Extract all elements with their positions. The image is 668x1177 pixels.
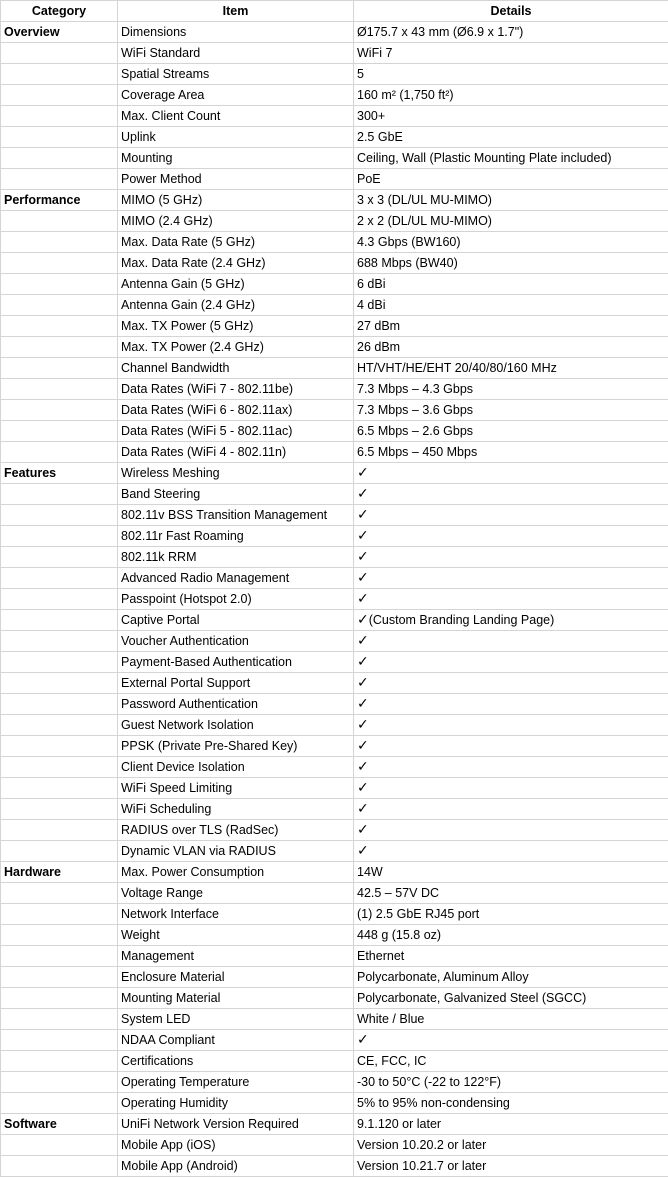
item-cell: Advanced Radio Management xyxy=(118,568,354,589)
checkmark-icon: ✓ xyxy=(357,549,369,565)
details-cell xyxy=(354,547,668,568)
checkmark-icon: ✓ xyxy=(357,507,369,523)
item-cell: MIMO (2.4 GHz) xyxy=(118,211,354,232)
details-cell: 300+ xyxy=(354,106,668,127)
table-row xyxy=(1,253,668,274)
category-cell xyxy=(1,148,118,169)
category-cell xyxy=(1,715,118,736)
category-cell xyxy=(1,127,118,148)
category-cell xyxy=(1,442,118,463)
checkmark-icon: ✓ xyxy=(357,528,369,544)
header-category: Category xyxy=(1,1,118,22)
item-cell: Voucher Authentication xyxy=(118,631,354,652)
category-cell xyxy=(1,1051,118,1072)
item-cell: Antenna Gain (5 GHz) xyxy=(118,274,354,295)
details-cell: (1) 2.5 GbE RJ45 port xyxy=(354,904,668,925)
category-cell xyxy=(1,295,118,316)
table-row xyxy=(1,421,668,442)
category-cell xyxy=(1,694,118,715)
table-row xyxy=(1,463,668,484)
item-cell: 802.11k RRM xyxy=(118,547,354,568)
details-cell: CE, FCC, IC xyxy=(354,1051,668,1072)
item-cell: Data Rates (WiFi 7 - 802.11be) xyxy=(118,379,354,400)
details-cell: 6.5 Mbps – 2.6 Gbps xyxy=(354,421,668,442)
details-cell: 4.3 Gbps (BW160) xyxy=(354,232,668,253)
table-row xyxy=(1,148,668,169)
table-row xyxy=(1,1093,668,1114)
checkmark-icon: ✓ xyxy=(357,465,369,481)
item-cell: Network Interface xyxy=(118,904,354,925)
item-cell: Weight xyxy=(118,925,354,946)
item-cell: Dynamic VLAN via RADIUS xyxy=(118,841,354,862)
item-cell: Data Rates (WiFi 4 - 802.11n) xyxy=(118,442,354,463)
item-cell: Max. Power Consumption xyxy=(118,862,354,883)
table-row xyxy=(1,1135,668,1156)
checkmark-icon: ✓ xyxy=(357,822,369,838)
table-row xyxy=(1,904,668,925)
details-text: (Custom Branding Landing Page) xyxy=(368,613,555,627)
details-cell xyxy=(354,694,668,715)
category-cell xyxy=(1,505,118,526)
item-cell: WiFi Standard xyxy=(118,43,354,64)
category-cell xyxy=(1,778,118,799)
category-cell xyxy=(1,988,118,1009)
item-cell: Max. TX Power (5 GHz) xyxy=(118,316,354,337)
item-cell: WiFi Scheduling xyxy=(118,799,354,820)
category-cell: Hardware xyxy=(1,862,118,883)
details-cell xyxy=(354,736,668,757)
details-cell xyxy=(354,652,668,673)
checkmark-icon: ✓ xyxy=(357,612,369,628)
category-cell: Performance xyxy=(1,190,118,211)
item-cell: Antenna Gain (2.4 GHz) xyxy=(118,295,354,316)
header-item: Item xyxy=(118,1,354,22)
table-row xyxy=(1,967,668,988)
item-cell: Power Method xyxy=(118,169,354,190)
details-cell: 4 dBi xyxy=(354,295,668,316)
checkmark-icon: ✓ xyxy=(357,738,369,754)
category-cell xyxy=(1,337,118,358)
category-cell xyxy=(1,1072,118,1093)
checkmark-icon: ✓ xyxy=(357,1032,369,1048)
category-cell xyxy=(1,400,118,421)
table-row xyxy=(1,1009,668,1030)
category-cell xyxy=(1,169,118,190)
item-cell: 802.11r Fast Roaming xyxy=(118,526,354,547)
table-row xyxy=(1,673,668,694)
details-cell: 42.5 – 57V DC xyxy=(354,883,668,904)
item-cell: Certifications xyxy=(118,1051,354,1072)
category-cell xyxy=(1,946,118,967)
checkmark-icon: ✓ xyxy=(357,591,369,607)
category-cell xyxy=(1,484,118,505)
table-row xyxy=(1,316,668,337)
details-cell: 26 dBm xyxy=(354,337,668,358)
details-cell: Ethernet xyxy=(354,946,668,967)
category-cell xyxy=(1,820,118,841)
category-cell xyxy=(1,379,118,400)
details-cell: 2 x 2 (DL/UL MU-MIMO) xyxy=(354,211,668,232)
category-cell xyxy=(1,85,118,106)
item-cell: WiFi Speed Limiting xyxy=(118,778,354,799)
table-row xyxy=(1,211,668,232)
table-row xyxy=(1,925,668,946)
item-cell: Spatial Streams xyxy=(118,64,354,85)
table-row xyxy=(1,862,668,883)
table-row xyxy=(1,1072,668,1093)
item-cell: Operating Temperature xyxy=(118,1072,354,1093)
details-cell: 2.5 GbE xyxy=(354,127,668,148)
table-row xyxy=(1,295,668,316)
checkmark-icon: ✓ xyxy=(357,801,369,817)
category-cell xyxy=(1,421,118,442)
category-cell xyxy=(1,1009,118,1030)
item-cell: Data Rates (WiFi 6 - 802.11ax) xyxy=(118,400,354,421)
checkmark-icon: ✓ xyxy=(357,696,369,712)
table-row xyxy=(1,1156,668,1177)
details-cell: Polycarbonate, Aluminum Alloy xyxy=(354,967,668,988)
category-cell xyxy=(1,316,118,337)
table-row xyxy=(1,400,668,421)
category-cell xyxy=(1,1030,118,1051)
category-cell xyxy=(1,1156,118,1177)
category-cell xyxy=(1,925,118,946)
table-row xyxy=(1,442,668,463)
details-cell: HT/VHT/HE/EHT 20/40/80/160 MHz xyxy=(354,358,668,379)
details-cell xyxy=(354,463,668,484)
item-cell: Max. Client Count xyxy=(118,106,354,127)
table-row xyxy=(1,988,668,1009)
category-cell xyxy=(1,358,118,379)
category-cell xyxy=(1,43,118,64)
category-cell xyxy=(1,883,118,904)
item-cell: PPSK (Private Pre-Shared Key) xyxy=(118,736,354,757)
item-cell: Channel Bandwidth xyxy=(118,358,354,379)
checkmark-icon: ✓ xyxy=(357,675,369,691)
item-cell: Client Device Isolation xyxy=(118,757,354,778)
item-cell: Guest Network Isolation xyxy=(118,715,354,736)
category-cell xyxy=(1,568,118,589)
table-row xyxy=(1,232,668,253)
details-cell xyxy=(354,568,668,589)
category-cell xyxy=(1,1135,118,1156)
item-cell: Passpoint (Hotspot 2.0) xyxy=(118,589,354,610)
table-row xyxy=(1,652,668,673)
category-cell xyxy=(1,673,118,694)
table-row xyxy=(1,526,668,547)
category-cell: Overview xyxy=(1,22,118,43)
details-cell: 448 g (15.8 oz) xyxy=(354,925,668,946)
item-cell: Mobile App (iOS) xyxy=(118,1135,354,1156)
item-cell: 802.11v BSS Transition Management xyxy=(118,505,354,526)
category-cell xyxy=(1,967,118,988)
details-cell xyxy=(354,1030,668,1051)
details-cell: -30 to 50°C (-22 to 122°F) xyxy=(354,1072,668,1093)
item-cell: Dimensions xyxy=(118,22,354,43)
category-cell xyxy=(1,211,118,232)
spec-table-body xyxy=(1,22,668,1177)
item-cell: Password Authentication xyxy=(118,694,354,715)
details-cell xyxy=(354,841,668,862)
details-cell: Version 10.21.7 or later xyxy=(354,1156,668,1177)
details-cell: 7.3 Mbps – 4.3 Gbps xyxy=(354,379,668,400)
details-cell: 6 dBi xyxy=(354,274,668,295)
item-cell: Coverage Area xyxy=(118,85,354,106)
details-cell: 160 m² (1,750 ft²) xyxy=(354,85,668,106)
item-cell: RADIUS over TLS (RadSec) xyxy=(118,820,354,841)
table-row xyxy=(1,1030,668,1051)
details-cell: 14W xyxy=(354,862,668,883)
table-row xyxy=(1,757,668,778)
table-row xyxy=(1,106,668,127)
details-cell xyxy=(354,673,668,694)
details-cell xyxy=(354,589,668,610)
category-cell xyxy=(1,232,118,253)
table-row xyxy=(1,505,668,526)
table-row xyxy=(1,736,668,757)
category-cell xyxy=(1,526,118,547)
checkmark-icon: ✓ xyxy=(357,633,369,649)
category-cell xyxy=(1,757,118,778)
details-cell: PoE xyxy=(354,169,668,190)
table-row xyxy=(1,1114,668,1135)
details-cell: 6.5 Mbps – 450 Mbps xyxy=(354,442,668,463)
item-cell: Band Steering xyxy=(118,484,354,505)
table-row xyxy=(1,883,668,904)
table-row xyxy=(1,799,668,820)
category-cell: Software xyxy=(1,1114,118,1135)
table-row xyxy=(1,820,668,841)
details-cell: 5 xyxy=(354,64,668,85)
details-cell: WiFi 7 xyxy=(354,43,668,64)
item-cell: Uplink xyxy=(118,127,354,148)
table-row xyxy=(1,169,668,190)
header-details: Details xyxy=(354,1,668,22)
details-cell xyxy=(354,526,668,547)
table-row xyxy=(1,484,668,505)
category-cell xyxy=(1,1093,118,1114)
details-cell: 27 dBm xyxy=(354,316,668,337)
details-cell xyxy=(354,715,668,736)
table-row xyxy=(1,778,668,799)
details-cell xyxy=(354,505,668,526)
item-cell: Max. Data Rate (2.4 GHz) xyxy=(118,253,354,274)
table-row xyxy=(1,631,668,652)
checkmark-icon: ✓ xyxy=(357,717,369,733)
category-cell xyxy=(1,274,118,295)
category-cell xyxy=(1,589,118,610)
details-cell: Version 10.20.2 or later xyxy=(354,1135,668,1156)
item-cell: Management xyxy=(118,946,354,967)
item-cell: Data Rates (WiFi 5 - 802.11ac) xyxy=(118,421,354,442)
details-cell: 5% to 95% non-condensing xyxy=(354,1093,668,1114)
details-cell: Ø175.7 x 43 mm (Ø6.9 x 1.7") xyxy=(354,22,668,43)
table-row xyxy=(1,379,668,400)
details-cell xyxy=(354,484,668,505)
table-row xyxy=(1,22,668,43)
item-cell: Wireless Meshing xyxy=(118,463,354,484)
item-cell: Mounting xyxy=(118,148,354,169)
category-cell xyxy=(1,610,118,631)
item-cell: System LED xyxy=(118,1009,354,1030)
details-cell xyxy=(354,610,668,631)
item-cell: UniFi Network Version Required xyxy=(118,1114,354,1135)
table-row xyxy=(1,694,668,715)
checkmark-icon: ✓ xyxy=(357,780,369,796)
details-cell: Ceiling, Wall (Plastic Mounting Plate included) xyxy=(354,148,668,169)
details-cell: 7.3 Mbps – 3.6 Gbps xyxy=(354,400,668,421)
item-cell: MIMO (5 GHz) xyxy=(118,190,354,211)
item-cell: Captive Portal xyxy=(118,610,354,631)
details-cell xyxy=(354,631,668,652)
table-row xyxy=(1,589,668,610)
table-row xyxy=(1,43,668,64)
item-cell: Operating Humidity xyxy=(118,1093,354,1114)
checkmark-icon: ✓ xyxy=(357,570,369,586)
header-row xyxy=(1,1,668,22)
table-row xyxy=(1,190,668,211)
table-row xyxy=(1,610,668,631)
details-cell xyxy=(354,799,668,820)
item-cell: Max. TX Power (2.4 GHz) xyxy=(118,337,354,358)
details-cell: 688 Mbps (BW40) xyxy=(354,253,668,274)
details-cell: 9.1.120 or later xyxy=(354,1114,668,1135)
table-row xyxy=(1,64,668,85)
table-row xyxy=(1,337,668,358)
checkmark-icon: ✓ xyxy=(357,843,369,859)
item-cell: External Portal Support xyxy=(118,673,354,694)
checkmark-icon: ✓ xyxy=(357,654,369,670)
table-row xyxy=(1,358,668,379)
category-cell: Features xyxy=(1,463,118,484)
category-cell xyxy=(1,736,118,757)
category-cell xyxy=(1,799,118,820)
details-cell xyxy=(354,778,668,799)
category-cell xyxy=(1,253,118,274)
details-cell xyxy=(354,820,668,841)
item-cell: Max. Data Rate (5 GHz) xyxy=(118,232,354,253)
table-row xyxy=(1,1051,668,1072)
item-cell: NDAA Compliant xyxy=(118,1030,354,1051)
category-cell xyxy=(1,547,118,568)
table-row xyxy=(1,568,668,589)
category-cell xyxy=(1,64,118,85)
item-cell: Mobile App (Android) xyxy=(118,1156,354,1177)
table-row xyxy=(1,715,668,736)
category-cell xyxy=(1,106,118,127)
table-row xyxy=(1,946,668,967)
category-cell xyxy=(1,904,118,925)
details-cell: White / Blue xyxy=(354,1009,668,1030)
checkmark-icon: ✓ xyxy=(357,486,369,502)
details-cell xyxy=(354,757,668,778)
checkmark-icon: ✓ xyxy=(357,759,369,775)
item-cell: Voltage Range xyxy=(118,883,354,904)
category-cell xyxy=(1,841,118,862)
item-cell: Payment-Based Authentication xyxy=(118,652,354,673)
details-cell: Polycarbonate, Galvanized Steel (SGCC) xyxy=(354,988,668,1009)
item-cell: Mounting Material xyxy=(118,988,354,1009)
table-row xyxy=(1,274,668,295)
table-row xyxy=(1,841,668,862)
details-cell: 3 x 3 (DL/UL MU-MIMO) xyxy=(354,190,668,211)
category-cell xyxy=(1,631,118,652)
item-cell: Enclosure Material xyxy=(118,967,354,988)
category-cell xyxy=(1,652,118,673)
table-row xyxy=(1,127,668,148)
table-row xyxy=(1,547,668,568)
table-row xyxy=(1,85,668,106)
